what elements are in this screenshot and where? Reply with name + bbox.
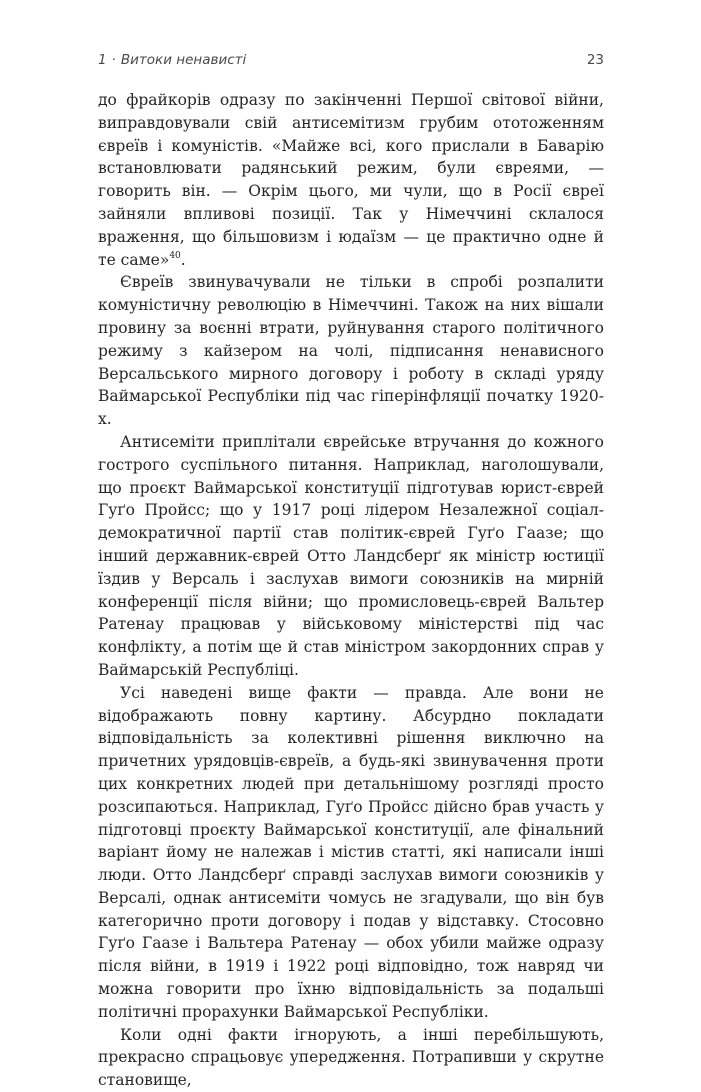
running-header xyxy=(98,52,604,72)
paragraph-1-end: . xyxy=(180,250,186,269)
paragraph-1-text: до фрайкорів одразу по закінченні Першої світової війни, виправдовували свій антисемітизм грубим ототоженням євреїв і комуністів. «Майже всі, кого прислали в Баварію встановлювати радянський режим, були євреями, — говорить він. — Окрім цього, ми чули, що в Росії євреї зайняли впливові позиції. Так у Німеччині склалося враження, що більшовизм і юдаїзм — це практично одне й те саме» xyxy=(98,91,604,269)
page-number: 23 xyxy=(586,52,604,68)
running-title xyxy=(98,52,246,68)
paragraph-4: Усі наведені вище факти — правда. Але вони не відображають повну картину. Абсурдно покладати відповідальність за колективні рішення виключно на причетних урядовців-євреїв, а будь-які звинувачення проти цих конкретних людей при детальнішому розгляді просто розсипаються. Наприклад, Гуґо Пройсс дійсно брав участь у підготовці проєкту Ваймарської конституції, але фінальний варіант йому не належав і містив статті, які написали інші люди. Отто Ландсберґ справді заслухав вимоги союзників у Версалі, однак антисеміти чомусь не згадували, що він був категорично проти договору і подав у відставку. Стосовно Гуґо Гаазе і Вальтера Ратенау — обох убили майже одразу після війни, в 1919 і 1922 році відповідно, тож навряд чи можна говорити про їхню відповідальність за подальші політичні прорахунки Ваймарської Республіки. xyxy=(98,683,604,1021)
paragraph-1 xyxy=(98,89,604,271)
paragraph-5: Коли одні факти ігнорують, а інші перебільшують, прекрасно спрацьовує упередження. Потрапивши у скрутне становище, xyxy=(98,1025,604,1090)
chapter-number: 1 xyxy=(98,52,107,68)
paragraph-3: Антисеміти приплітали єврейське втручання до кожного гострого суспільного питання. Наприклад, наголошували, що проєкт Ваймарської конституції підготував юрист-єврей Гуґо Пройсс; що у 1917 році лідером Незалежної соціал-демократичної партії став політик-єврей Гуґо Гаазе; що інший державник-єврей Отто Ландсберґ як міністр юстиції їздив у Версаль і заслухав вимоги союзників на мирній конференції після війни; що промисловець-єврей Вальтер Ратенау працював у військовому міністерстві під час конфлікту, а потім ще й став міністром закордонних справ у Ваймарській Республіці. xyxy=(98,432,604,679)
body-text xyxy=(98,89,604,1092)
footnote-ref[interactable]: 40 xyxy=(169,250,181,261)
paragraph-2: Євреїв звинувачували не тільки в спробі розпалити комуністичну революцію в Німеччині. Також на них вішали провину за воєнні втрати, руйнування старого політичного режиму з кайзером на чолі, підписання ненависного Версальського мирного договору і роботу в складі уряду Ваймарської Республіки під час гіперінфляції початку 1920-х. xyxy=(98,273,604,429)
chapter-title: Витоки ненависті xyxy=(120,52,247,68)
header-separator: · xyxy=(111,52,116,68)
